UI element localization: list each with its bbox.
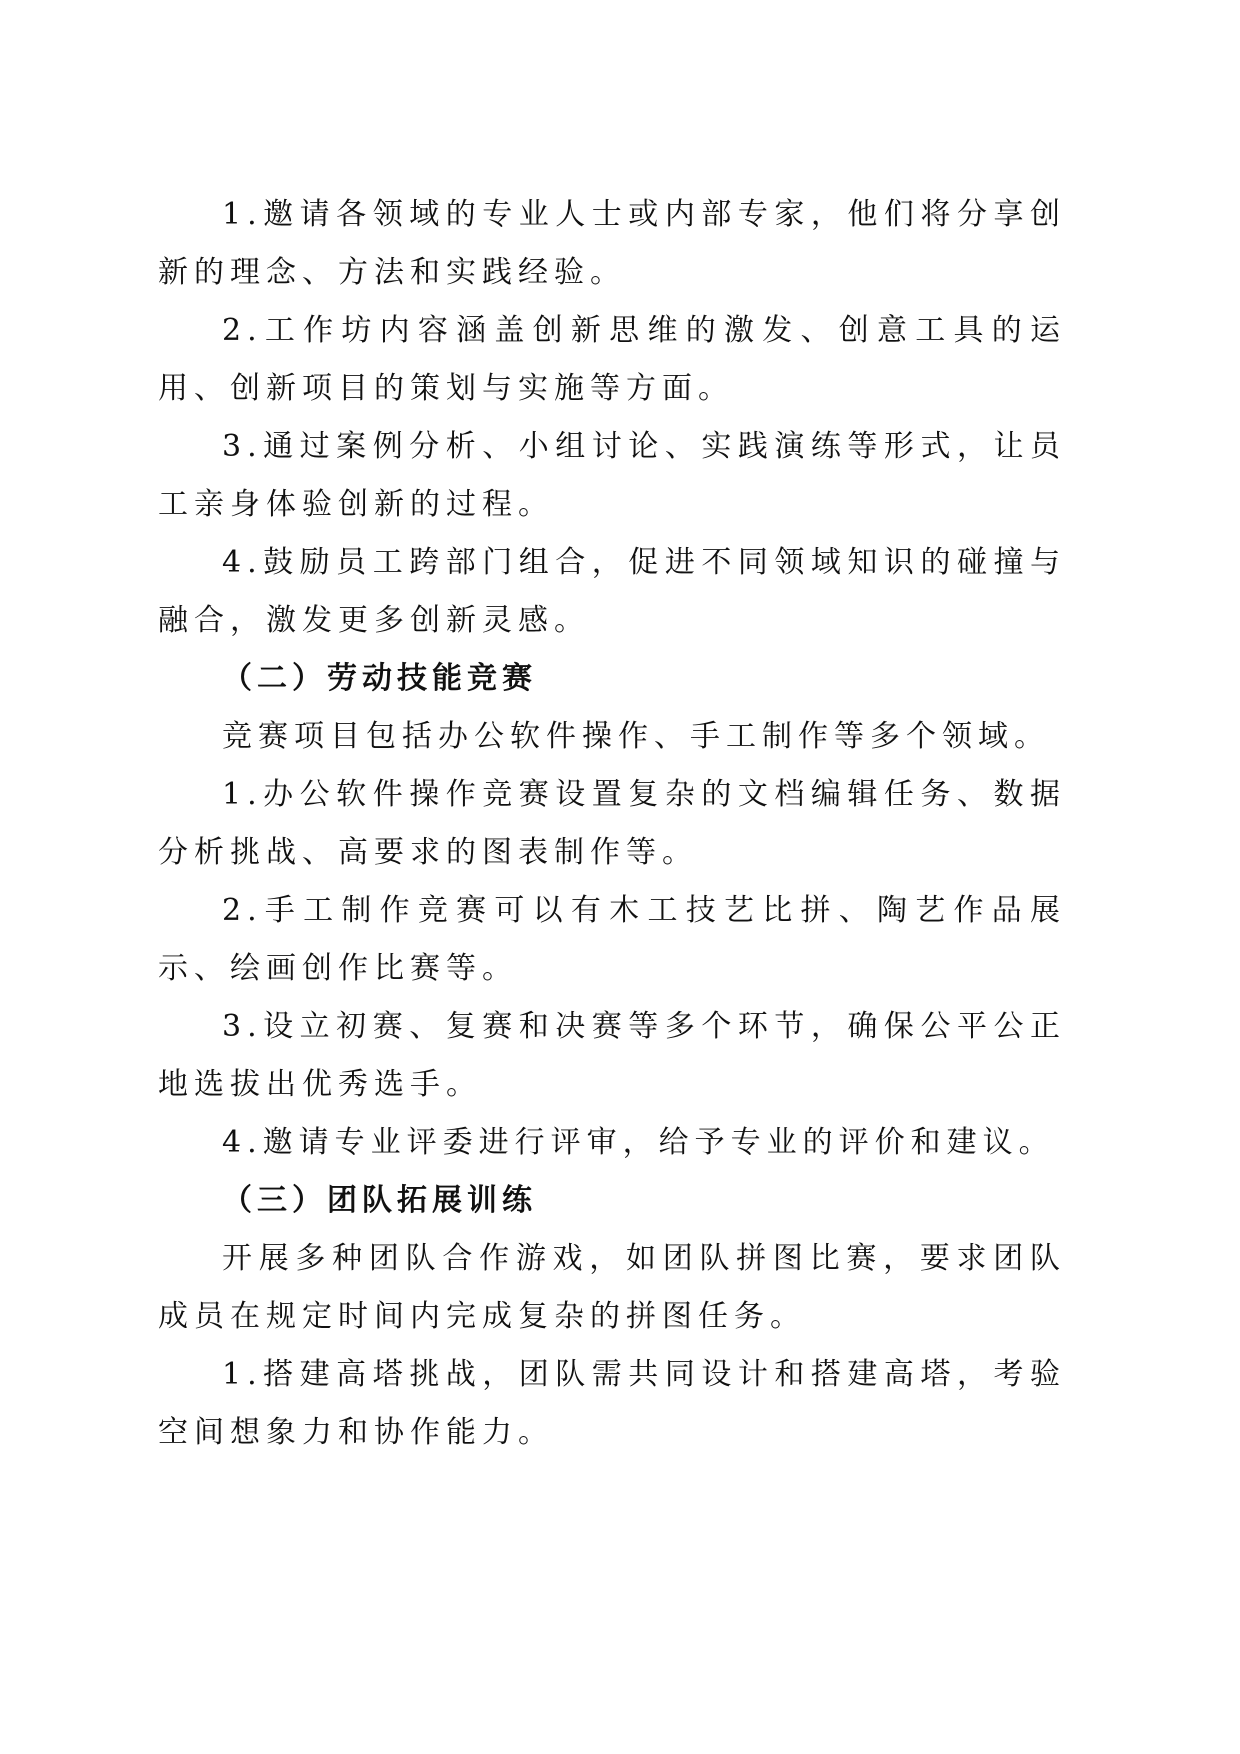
paragraph-rounds: 3.设立初赛、复赛和决赛等多个环节，确保公平公正地选拔出优秀选手。 [158, 1009, 1066, 1102]
paragraph-workshop-content: 2.工作坊内容涵盖创新思维的激发、创意工具的运用、创新项目的策划与实施等方面。 [158, 313, 1066, 406]
paragraph-invite-experts: 1.邀请各领域的专业人士或内部专家，他们将分享创新的理念、方法和实践经验。 [158, 197, 1066, 290]
paragraph-office-software: 1.办公软件操作竞赛设置复杂的文档编辑任务、数据分析挑战、高要求的图表制作等。 [158, 777, 1066, 870]
paragraph-competition-items: 竞赛项目包括办公软件操作、手工制作等多个领域。 [222, 719, 1050, 754]
paragraph-tower-challenge: 1.搭建高塔挑战，团队需共同设计和搭建高塔，考验空间想象力和协作能力。 [158, 1357, 1066, 1450]
document-body [158, 186, 1066, 1462]
paragraph-team-games: 开展多种团队合作游戏，如团队拼图比赛，要求团队成员在规定时间内完成复杂的拼图任务。 [158, 1241, 1066, 1334]
paragraph-case-analysis: 3.通过案例分析、小组讨论、实践演练等形式，让员工亲身体验创新的过程。 [158, 429, 1066, 522]
section-heading-skills-competition: （二）劳动技能竞赛 [222, 661, 537, 696]
paragraph-judges: 4.邀请专业评委进行评审，给予专业的评价和建议。 [222, 1125, 1055, 1160]
section-heading-team-training: （三）团队拓展训练 [222, 1183, 537, 1218]
paragraph-cross-department: 4.鼓励员工跨部门组合，促进不同领域知识的碰撞与融合，激发更多创新灵感。 [158, 545, 1066, 638]
paragraph-handcraft: 2.手工制作竞赛可以有木工技艺比拼、陶艺作品展示、绘画创作比赛等。 [158, 893, 1066, 986]
